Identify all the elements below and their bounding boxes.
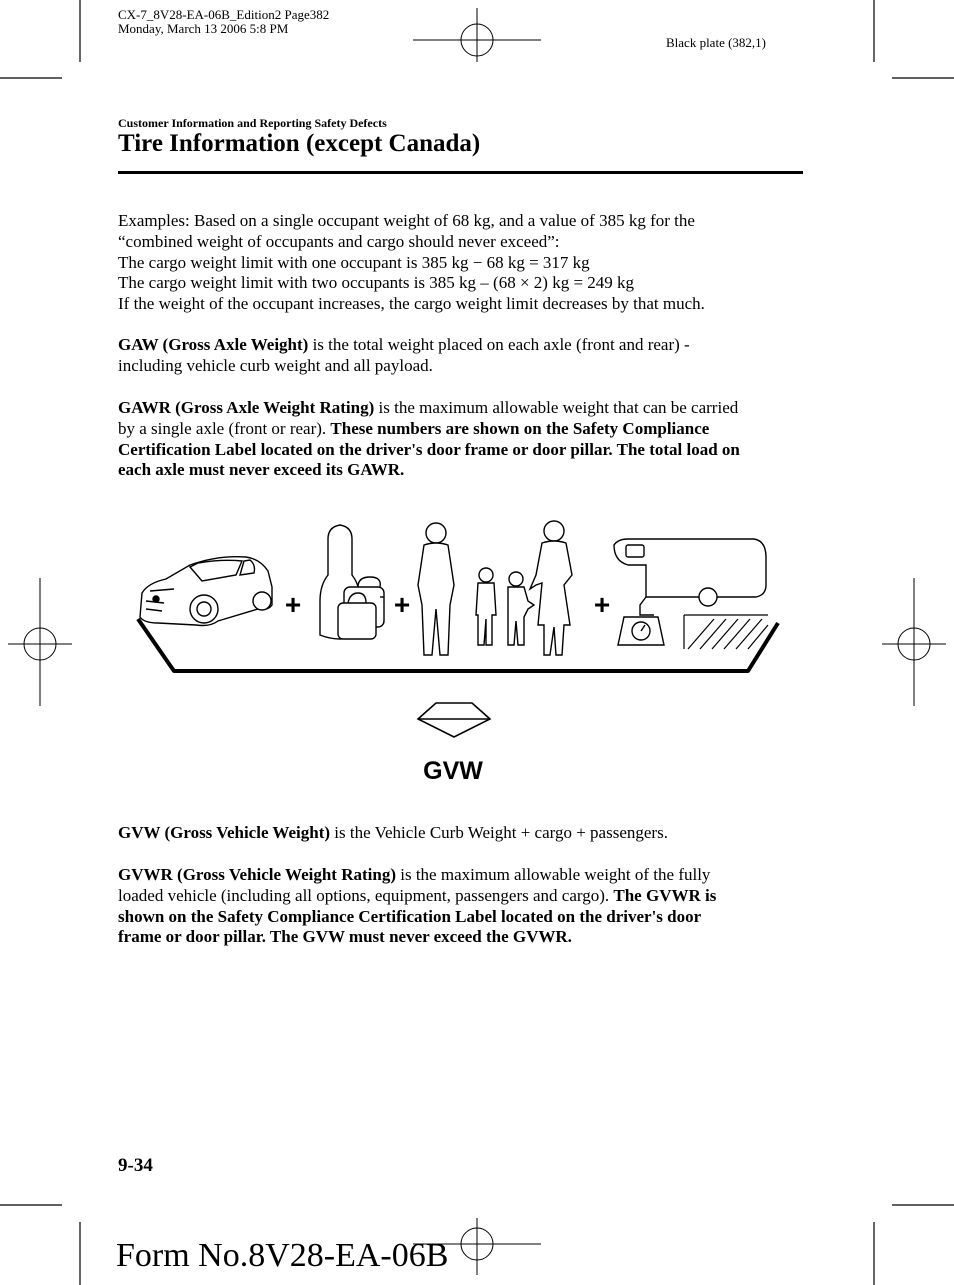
gaw-text: is the total weight placed on each axle (front and rear) - xyxy=(308,335,690,354)
gawr-bold: These numbers are shown on the Safety Compliance xyxy=(330,418,710,438)
gvwr-paragraph xyxy=(118,865,808,948)
gvwr-text: loaded vehicle (including all options, equipment, passengers and cargo). xyxy=(118,885,614,905)
gvw-text: is the Vehicle Curb Weight + cargo + passengers. xyxy=(330,823,668,842)
gvwr-bold: frame or door pillar. The GVW must never exceed the GVWR. xyxy=(118,927,572,947)
print-info-line2: Monday, March 13 2006 5:8 PM xyxy=(118,21,289,36)
section-header: Customer Information and Reporting Safety Defects xyxy=(118,116,387,130)
form-number: Form No.8V28-EA-06B xyxy=(116,1237,449,1274)
gaw-term: GAW (Gross Axle Weight) xyxy=(118,335,309,354)
luggage-icon xyxy=(320,525,384,639)
plus-sign: + xyxy=(393,589,411,620)
examples-line: Examples: Based on a single occupant weight of 68 kg, and a value of 385 kg for the xyxy=(118,211,695,230)
title-divider xyxy=(118,171,803,174)
gawr-text: by a single axle (front or rear). xyxy=(118,418,331,438)
family-icon xyxy=(418,521,572,655)
print-info xyxy=(118,8,329,36)
scale-icon xyxy=(618,617,664,645)
examples-line: The cargo weight limit with two occupants is 385 kg – (68 × 2) kg = 249 kg xyxy=(118,273,635,293)
examples-line: If the weight of the occupant increases, the cargo weight limit decreases by that much. xyxy=(118,294,705,314)
gawr-text: is the maximum allowable weight that can be carried xyxy=(374,398,739,417)
gvw-diagram xyxy=(118,505,808,795)
car-icon xyxy=(140,557,272,626)
gvwr-bold: shown on the Safety Compliance Certification Label located on the driver's door xyxy=(118,906,702,926)
examples-line: “combined weight of occupants and cargo should never exceed”: xyxy=(118,231,560,251)
gvwr-bold: The GVWR is xyxy=(613,885,717,905)
examples-paragraph xyxy=(118,211,808,315)
gawr-bold: Certification Label located on the driver's door frame or door pillar. The total load on xyxy=(118,439,740,459)
print-info-line1: CX-7_8V28-EA-06B_Edition2 Page382 xyxy=(118,7,330,22)
gvw-term: GVW (Gross Vehicle Weight) xyxy=(118,823,331,842)
arrow-down-icon xyxy=(418,703,490,737)
sum-bracket xyxy=(138,619,778,671)
page-number: 9-34 xyxy=(118,1155,153,1176)
gaw-paragraph xyxy=(118,335,808,377)
plate-label: Black plate (382,1) xyxy=(666,35,766,50)
page-title: Tire Information (except Canada) xyxy=(118,130,481,157)
gawr-term: GAWR (Gross Axle Weight Rating) xyxy=(118,398,375,417)
gvwr-text: is the maximum allowable weight of the fully xyxy=(396,865,711,884)
examples-line: The cargo weight limit with one occupant is 385 kg − 68 kg = 317 kg xyxy=(118,252,590,272)
gaw-text: including vehicle curb weight and all payload. xyxy=(118,355,433,375)
trailer-icon xyxy=(614,539,766,615)
gvw-label: GVW xyxy=(423,757,483,785)
gvwr-term: GVWR (Gross Vehicle Weight Rating) xyxy=(118,865,396,884)
registration-target-right xyxy=(882,578,946,706)
gvw-paragraph xyxy=(118,823,808,844)
ground-block xyxy=(684,615,768,649)
registration-target-left xyxy=(8,578,72,706)
registration-target-top xyxy=(413,8,541,62)
plus-sign: + xyxy=(284,589,302,620)
plus-sign: + xyxy=(593,589,611,620)
gawr-paragraph xyxy=(118,398,808,481)
gawr-bold: each axle must never exceed its GAWR. xyxy=(118,460,405,480)
